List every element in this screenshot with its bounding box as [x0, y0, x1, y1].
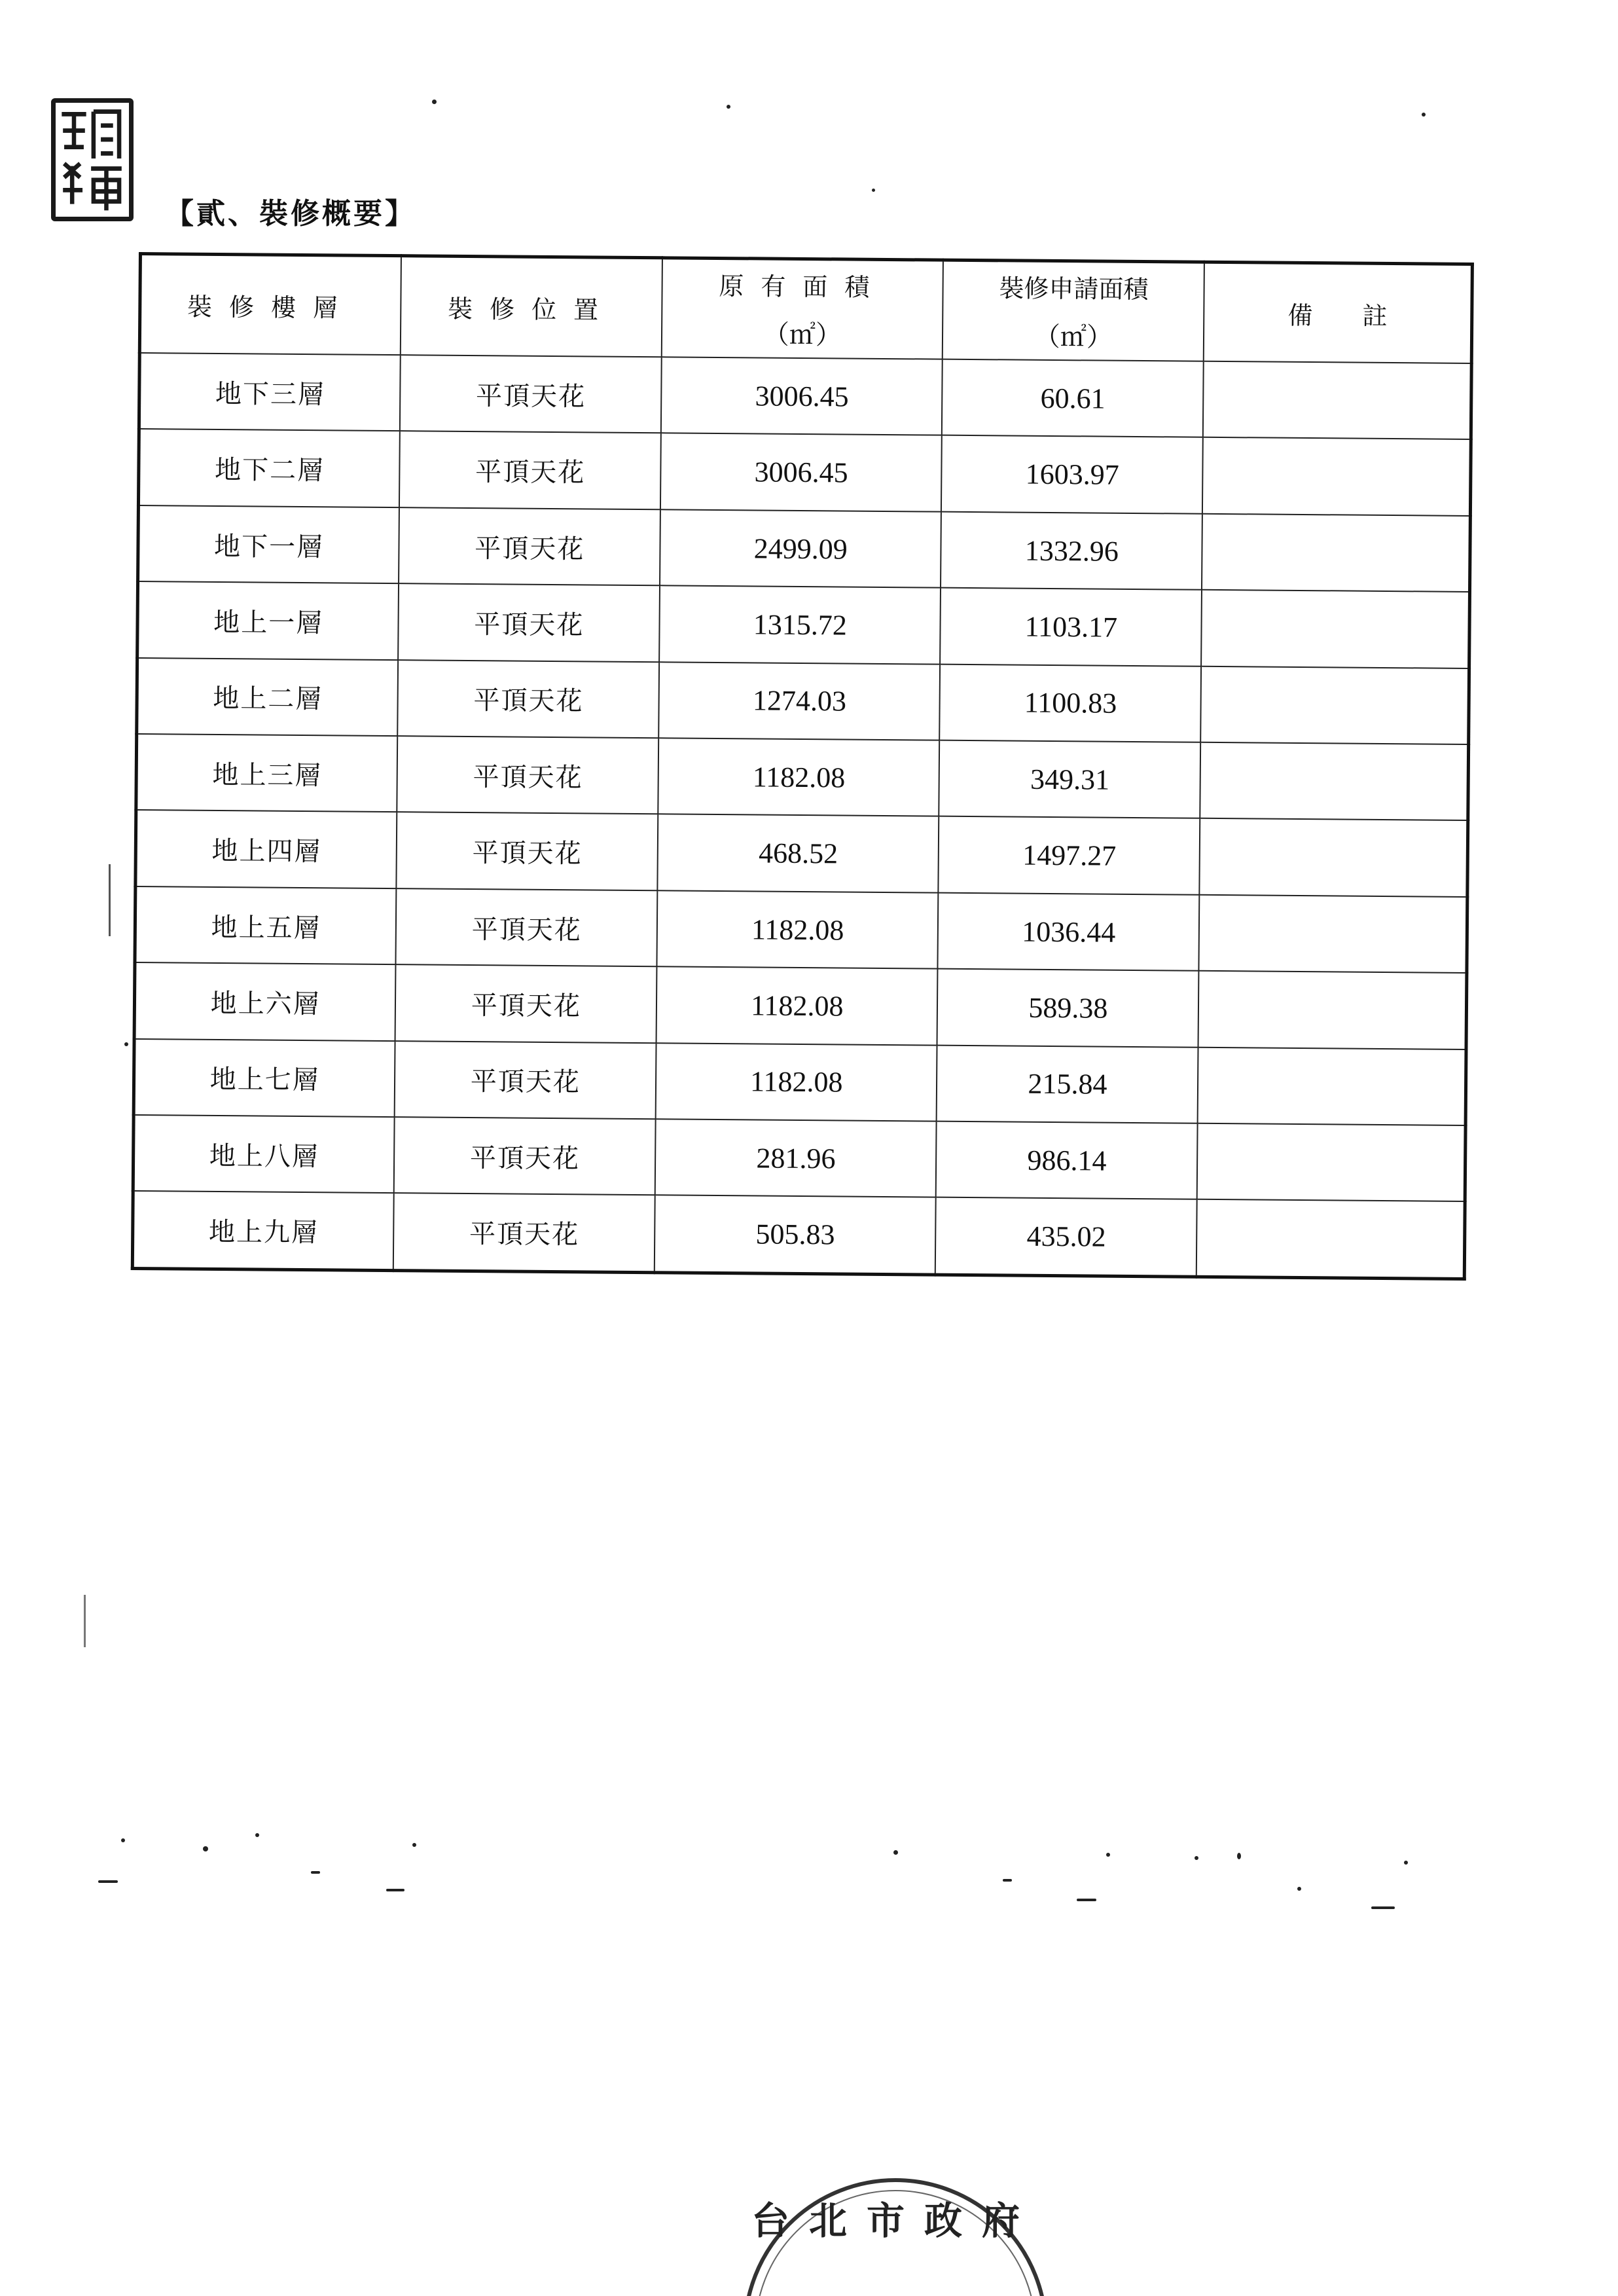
header-requested-area-unit: （㎡）	[1034, 321, 1113, 353]
scan-speck	[432, 100, 437, 104]
position-cell: 平頂天花	[399, 507, 660, 586]
header-requested-area	[943, 260, 1204, 361]
requested-area-cell: 1332.96	[941, 511, 1202, 590]
table-row	[135, 886, 1467, 973]
requested-area-cell: 349.31	[939, 740, 1201, 819]
original-area-cell: 3006.45	[660, 433, 942, 512]
scan-speck	[255, 1833, 259, 1837]
table-row	[139, 353, 1471, 439]
remarks-cell	[1202, 437, 1471, 516]
scan-dash	[1003, 1879, 1012, 1882]
remarks-cell	[1198, 971, 1467, 1049]
position-cell: 平頂天花	[399, 431, 661, 510]
original-area-cell: 2499.09	[660, 509, 941, 588]
original-area-cell: 3006.45	[661, 357, 943, 435]
remarks-cell	[1197, 1123, 1465, 1202]
remarks-cell	[1201, 666, 1469, 744]
scan-speck	[872, 189, 875, 192]
remarks-cell	[1202, 590, 1470, 668]
header-remarks: 備 註	[1204, 262, 1472, 363]
table-row	[138, 505, 1471, 592]
original-area-cell: 505.83	[655, 1195, 936, 1275]
scan-speck	[203, 1846, 208, 1851]
scan-mark	[109, 864, 111, 936]
table-row	[133, 1115, 1465, 1201]
scan-speck	[1404, 1861, 1408, 1865]
floor-cell: 地上三層	[136, 734, 398, 812]
scan-speck	[1297, 1887, 1301, 1891]
original-area-cell: 1315.72	[659, 585, 941, 664]
table-row	[135, 810, 1468, 896]
scan-speck	[412, 1843, 416, 1847]
requested-area-cell: 435.02	[935, 1197, 1197, 1277]
table-row	[134, 962, 1467, 1049]
scan-speck	[1237, 1853, 1241, 1859]
original-area-cell: 1182.08	[658, 738, 940, 816]
requested-area-cell: 1100.83	[939, 664, 1201, 742]
original-area-cell: 1182.08	[657, 890, 939, 969]
header-original-area-unit: （㎡）	[763, 319, 842, 351]
position-cell: 平頂天花	[395, 964, 657, 1043]
table-row	[137, 581, 1470, 668]
floor-cell: 地上七層	[134, 1039, 395, 1118]
requested-area-cell: 1603.97	[941, 435, 1203, 514]
original-area-cell: 1182.08	[656, 1043, 937, 1121]
requested-area-cell: 1103.17	[940, 588, 1202, 666]
remarks-cell	[1203, 361, 1471, 440]
floor-cell: 地上一層	[137, 581, 399, 660]
remarks-cell	[1196, 1199, 1465, 1279]
table-row	[134, 1039, 1466, 1125]
floor-cell: 地上九層	[132, 1191, 394, 1270]
scan-speck	[1106, 1853, 1110, 1857]
original-area-cell: 1274.03	[658, 662, 940, 740]
position-cell: 平頂天花	[397, 812, 658, 891]
floor-cell: 地上六層	[134, 962, 396, 1041]
scan-speck	[121, 1838, 125, 1842]
requested-area-cell: 589.38	[937, 969, 1199, 1048]
requested-area-cell: 215.84	[937, 1045, 1198, 1123]
table-row	[137, 658, 1469, 744]
position-cell: 平頂天花	[398, 660, 660, 738]
floor-cell: 地上四層	[135, 810, 397, 888]
scan-dash	[311, 1871, 320, 1874]
requested-area-cell: 1497.27	[939, 816, 1200, 895]
scan-dash	[1371, 1906, 1395, 1909]
official-seal-text: 台北市政府	[751, 2198, 1040, 2243]
original-area-cell: 468.52	[658, 814, 939, 893]
remarks-cell	[1198, 1047, 1466, 1125]
scan-mark	[84, 1595, 86, 1647]
scan-dash	[386, 1889, 404, 1891]
header-floor: 裝修樓層	[139, 254, 401, 355]
remarks-cell	[1200, 742, 1469, 821]
round-official-seal-icon	[725, 2174, 1066, 2296]
requested-area-cell: 1036.44	[938, 892, 1200, 971]
section-heading: 【貳、裝修概要】	[165, 197, 416, 230]
remarks-cell	[1199, 895, 1467, 974]
scan-speck	[124, 1042, 128, 1046]
renovation-summary-table	[131, 252, 1474, 1281]
scan-speck	[893, 1850, 898, 1855]
header-original-area	[662, 258, 943, 359]
original-area-cell: 1182.08	[656, 967, 938, 1046]
table-row	[132, 1191, 1465, 1279]
position-cell: 平頂天花	[397, 736, 659, 814]
scan-speck	[727, 105, 730, 109]
original-area-cell: 281.96	[655, 1119, 937, 1197]
header-original-area-label: 原有面積	[719, 271, 887, 302]
floor-cell: 地上八層	[133, 1115, 395, 1194]
floor-cell: 地下一層	[138, 505, 400, 584]
header-requested-area-label: 裝修申請面積	[999, 274, 1149, 304]
remarks-cell	[1200, 818, 1468, 897]
position-cell: 平頂天花	[394, 1117, 656, 1195]
table-header-row	[139, 254, 1472, 363]
position-cell: 平頂天花	[400, 355, 662, 433]
position-cell: 平頂天花	[396, 888, 658, 967]
remarks-cell	[1202, 514, 1470, 592]
scan-dash	[98, 1880, 118, 1883]
header-position: 裝修位置	[401, 256, 662, 357]
position-cell: 平頂天花	[395, 1041, 656, 1120]
floor-cell: 地上二層	[137, 658, 399, 737]
scan-dash	[1077, 1899, 1096, 1901]
floor-cell: 地上五層	[135, 886, 397, 965]
table-row	[138, 429, 1471, 515]
position-cell: 平頂天花	[393, 1194, 655, 1273]
scan-speck	[1195, 1856, 1198, 1860]
square-seal-stamp-icon	[51, 98, 134, 221]
position-cell: 平頂天花	[399, 583, 660, 662]
scan-speck	[1422, 113, 1426, 117]
floor-cell: 地下二層	[138, 429, 400, 507]
floor-cell: 地下三層	[139, 353, 401, 431]
requested-area-cell: 60.61	[942, 359, 1204, 438]
table-row	[136, 734, 1469, 820]
requested-area-cell: 986.14	[936, 1121, 1198, 1200]
